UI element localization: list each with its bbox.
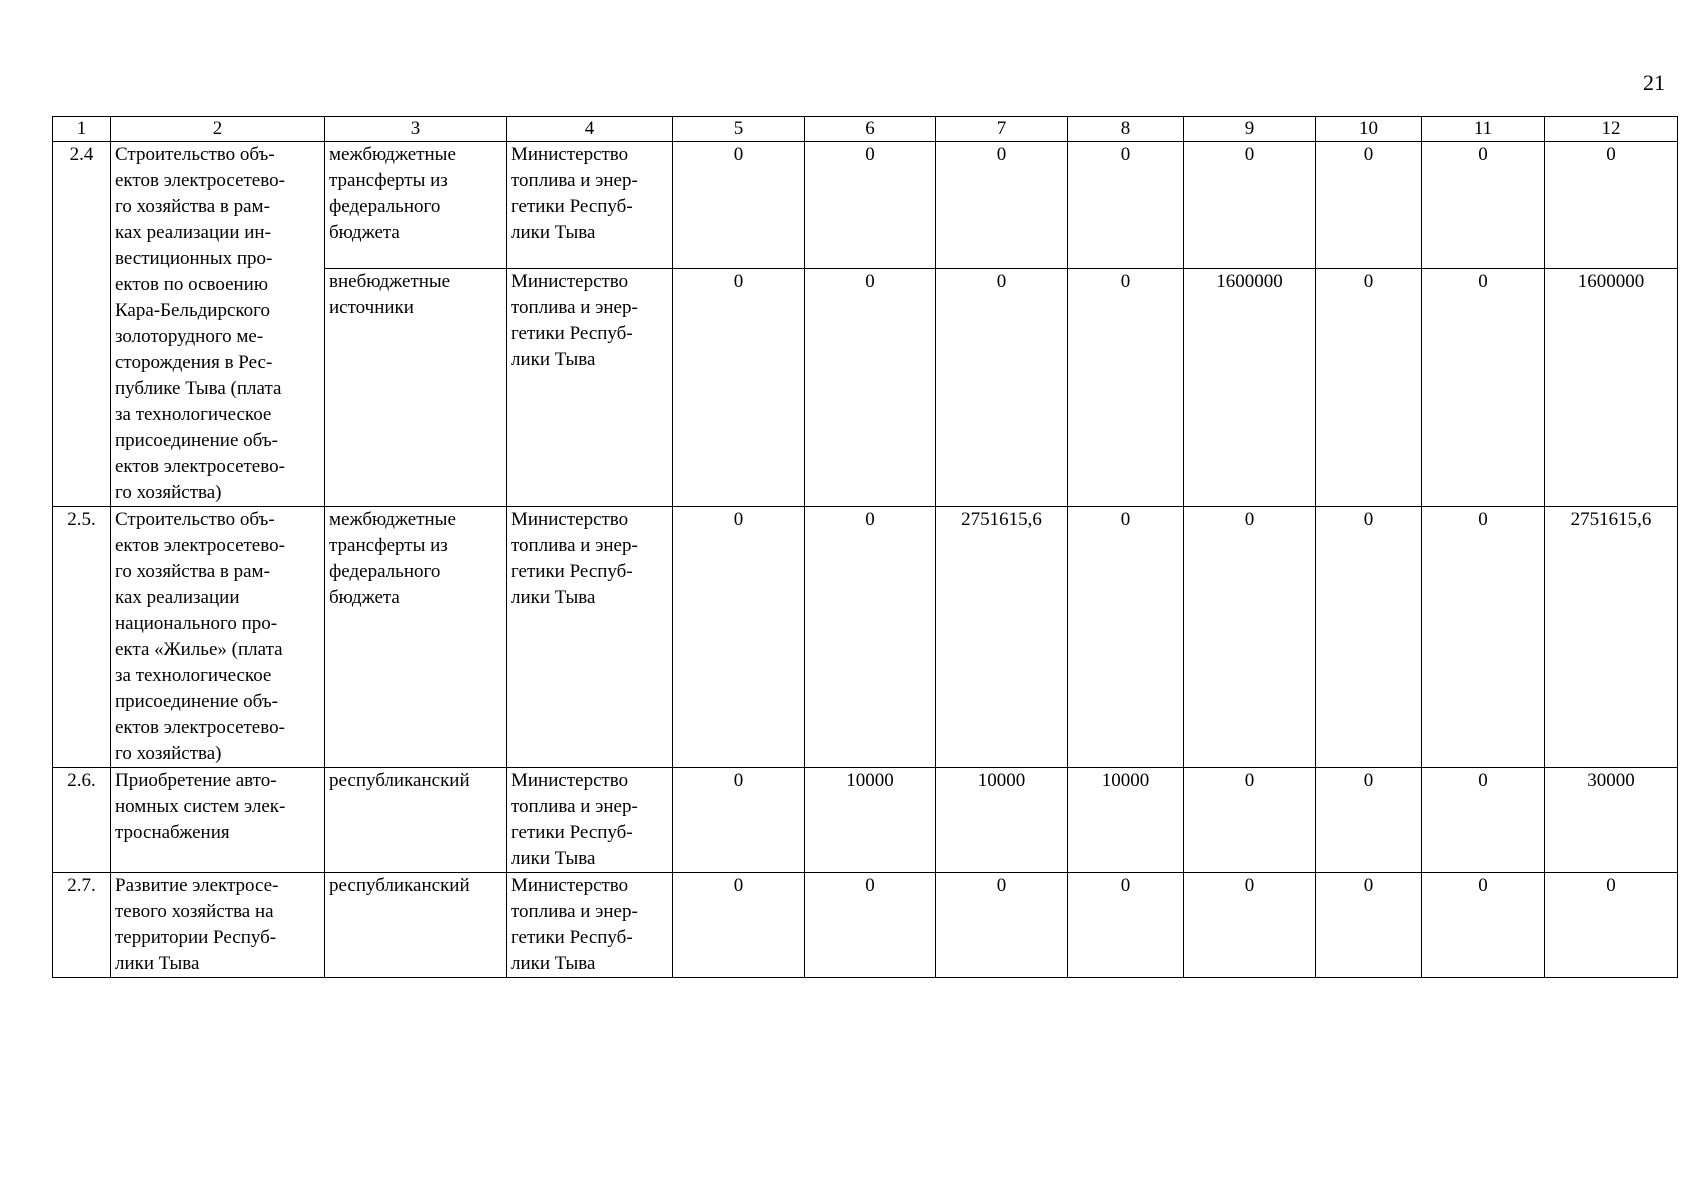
value-cell: 0: [1184, 873, 1316, 978]
row-index: 2.6.: [53, 768, 111, 873]
value-cell: 0: [1068, 269, 1184, 507]
value-cell: 1600000: [1184, 269, 1316, 507]
header-row: [53, 117, 1678, 142]
activity-name: Развитие электросе- тевого хозяйства на территории Респуб- лики Тыва: [111, 873, 325, 978]
funding-source: республиканский: [325, 873, 507, 978]
table-row: [53, 768, 1678, 873]
value-cell: 2751615,6: [936, 507, 1068, 768]
activity-name: Приобретение авто- номных систем элек- троснабжения: [111, 768, 325, 873]
value-cell: 0: [1422, 873, 1545, 978]
total-cell: 1600000: [1545, 269, 1678, 507]
total-cell: 2751615,6: [1545, 507, 1678, 768]
row-index: 2.7.: [53, 873, 111, 978]
value-cell: 0: [1422, 768, 1545, 873]
value-cell: 0: [673, 269, 805, 507]
column-header: 2: [111, 117, 325, 142]
value-cell: 0: [1316, 269, 1422, 507]
value-cell: 0: [936, 269, 1068, 507]
value-cell: 0: [805, 873, 936, 978]
column-header: 11: [1422, 117, 1545, 142]
value-cell: 0: [673, 142, 805, 269]
column-header: 10: [1316, 117, 1422, 142]
value-cell: 10000: [1068, 768, 1184, 873]
executor: Министерство топлива и энер- гетики Респуб- лики Тыва: [507, 507, 673, 768]
column-header: 4: [507, 117, 673, 142]
funding-source: межбюджетные трансферты из федерального бюджета: [325, 507, 507, 768]
value-cell: 0: [936, 142, 1068, 269]
value-cell: 0: [805, 269, 936, 507]
value-cell: 0: [673, 873, 805, 978]
value-cell: 0: [1316, 142, 1422, 269]
executor: Министерство топлива и энер- гетики Респуб- лики Тыва: [507, 768, 673, 873]
executor: Министерство топлива и энер- гетики Респуб- лики Тыва: [507, 269, 673, 507]
column-header: 9: [1184, 117, 1316, 142]
value-cell: 0: [1068, 507, 1184, 768]
value-cell: 0: [1422, 507, 1545, 768]
column-header: 8: [1068, 117, 1184, 142]
row-index: 2.4: [53, 142, 111, 507]
value-cell: 0: [1422, 269, 1545, 507]
value-cell: 0: [1184, 507, 1316, 768]
funding-source: республиканский: [325, 768, 507, 873]
table-row: [53, 507, 1678, 768]
row-index: 2.5.: [53, 507, 111, 768]
value-cell: 0: [805, 507, 936, 768]
total-cell: 0: [1545, 142, 1678, 269]
table-row: [53, 142, 1678, 269]
column-header: 3: [325, 117, 507, 142]
activity-name: Строительство объ- ектов электросетево- го хозяйства в рам- ках реализации национального про- екта «Жилье» (плата за технологическое присоединение объ- ектов электросетево- го хозяйства): [111, 507, 325, 768]
value-cell: 0: [1068, 873, 1184, 978]
total-cell: 0: [1545, 873, 1678, 978]
column-header: 6: [805, 117, 936, 142]
value-cell: 0: [805, 142, 936, 269]
value-cell: 0: [1422, 142, 1545, 269]
value-cell: 0: [1184, 142, 1316, 269]
value-cell: 0: [1184, 768, 1316, 873]
funding-source: внебюджетные источники: [325, 269, 507, 507]
value-cell: 10000: [805, 768, 936, 873]
page-number: 21: [1643, 70, 1665, 95]
column-header: 1: [53, 117, 111, 142]
funding-source: межбюджетные трансферты из федерального бюджета: [325, 142, 507, 269]
column-header: 7: [936, 117, 1068, 142]
table-row: [53, 873, 1678, 978]
activity-name: Строительство объ- ектов электросетево- го хозяйства в рам- ках реализации ин- вестиционных про- ектов по освоению Кара-Бельдирского золоторудного ме- сторождения в Рес- публике Тыва (плата за технологическое присоединение объ- ектов электросетево- го хозяйства): [111, 142, 325, 507]
executor: Министерство топлива и энер- гетики Респуб- лики Тыва: [507, 873, 673, 978]
total-cell: 30000: [1545, 768, 1678, 873]
value-cell: 10000: [936, 768, 1068, 873]
value-cell: 0: [673, 507, 805, 768]
value-cell: 0: [1316, 873, 1422, 978]
program-table: [52, 116, 1678, 978]
value-cell: 0: [1068, 142, 1184, 269]
value-cell: 0: [1316, 507, 1422, 768]
column-header: 5: [673, 117, 805, 142]
executor: Министерство топлива и энер- гетики Респуб- лики Тыва: [507, 142, 673, 269]
value-cell: 0: [936, 873, 1068, 978]
value-cell: 0: [1316, 768, 1422, 873]
value-cell: 0: [673, 768, 805, 873]
column-header: 12: [1545, 117, 1678, 142]
